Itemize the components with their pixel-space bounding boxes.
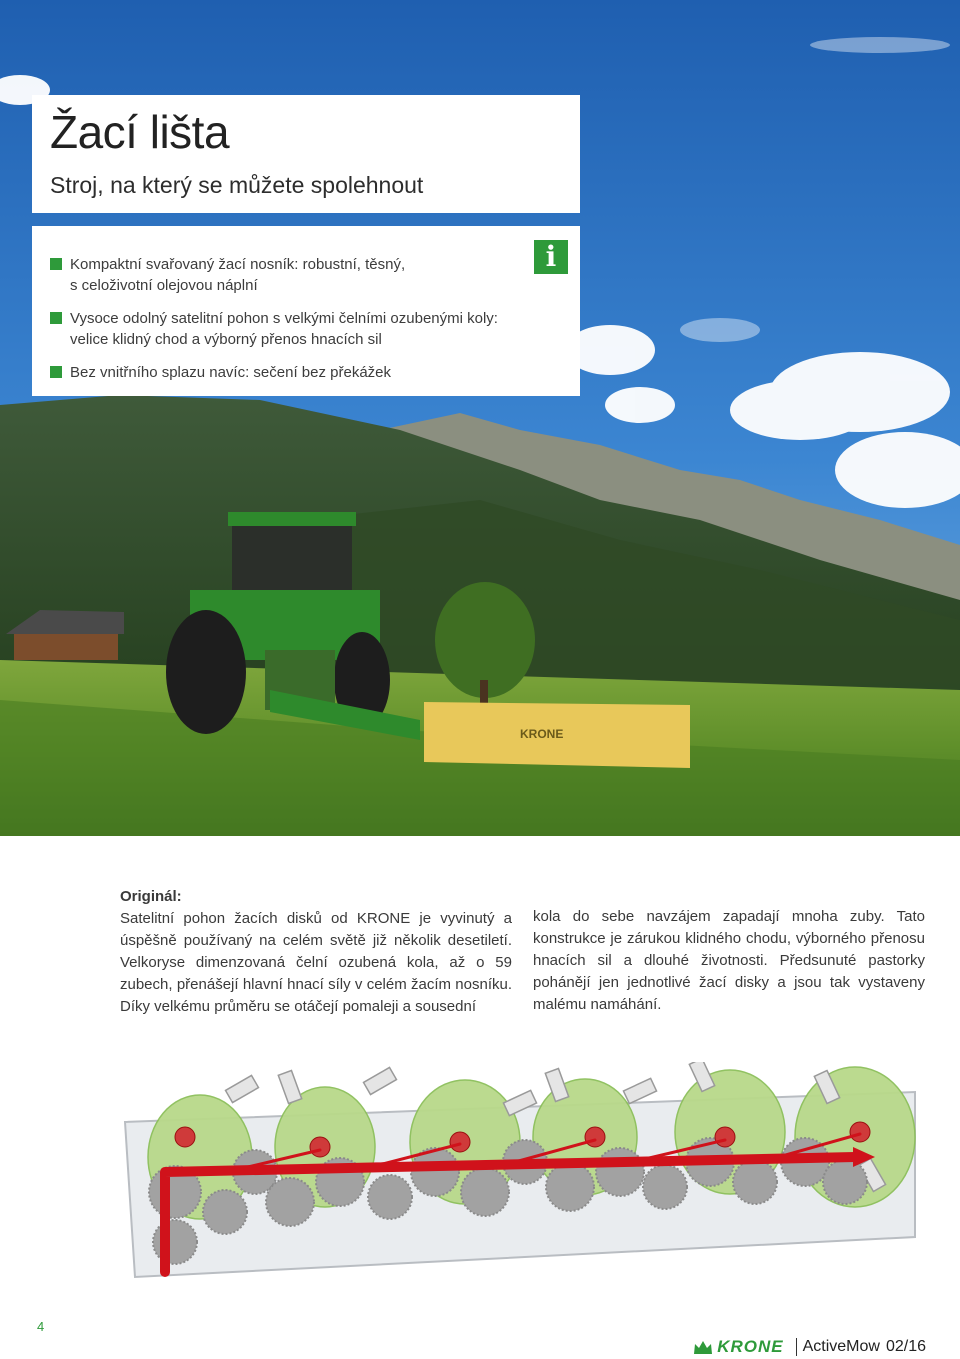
features-panel: [32, 226, 580, 396]
article-text-2: kola do sebe navzájem zapadají mnoha zuby. Tato konstrukce je zárukou klidného chodu, výborného přenosu hnacích sil a dlouhé životnosti. Předsunuté pastorky pohánějí jen jednotlivé žací disky a jsou tak vystaveny malému namáhání.: [533, 908, 925, 1013]
footer-edition: 02/16: [885, 1338, 926, 1355]
title-panel: [32, 95, 580, 213]
feature-item: Vysoce odolný satelitní pohon s velkými čelními ozubenými koly: velice klidný chod a výborný přenos hnacích sil: [50, 308, 540, 350]
feature-list: [50, 254, 540, 395]
footer-product: ActiveMow: [802, 1338, 880, 1355]
bullet-square-icon: [50, 258, 62, 270]
info-icon: i: [534, 240, 568, 274]
crown-icon: [692, 1338, 714, 1356]
page-title: Žací lišta: [50, 106, 230, 158]
mower-brand-label: KRONE: [520, 727, 564, 741]
article-heading: Originál:: [120, 888, 182, 905]
feature-item: Kompaktní svařovaný žací nosník: robustní, těsný, s celoživotní olejovou náplní: [50, 254, 540, 296]
article-column-2: [533, 906, 925, 1016]
footer-separator: [796, 1338, 797, 1356]
page-subtitle: Stroj, na který se můžete spolehnout: [50, 172, 424, 198]
bullet-square-icon: [50, 366, 62, 378]
bullet-square-icon: [50, 312, 62, 324]
article-text-1: Satelitní pohon žacích disků od KRONE je vyvinutý a úspěšně používaný na celém světě již několik desetiletí. Velkoryse dimenzovaná čelní ozubená kola, až o 59 zubech, přenášejí hlavní hnací síly v celém žacím nosníku. Díky velkému průměru se otáčejí pomaleji a sousední: [120, 910, 512, 1015]
footer: [692, 1335, 926, 1359]
article-column-1: [120, 886, 512, 1018]
page-number: 4: [37, 1319, 45, 1334]
satellite-drive-diagram: [115, 1062, 935, 1284]
krone-logo: KRONE: [692, 1337, 783, 1357]
feature-item: Bez vnitřního splazu navíc: sečení bez překážek: [50, 362, 540, 383]
